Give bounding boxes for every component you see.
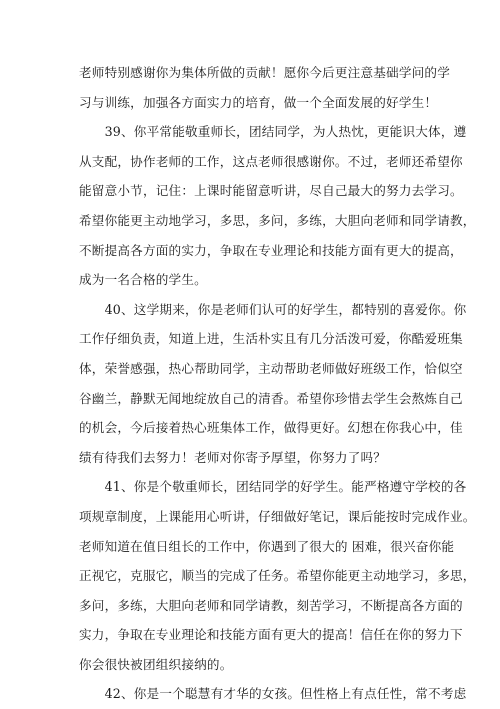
text-line: 绩有待我们去努力！老师对你寄予厚望，你努力了吗？: [79, 449, 387, 465]
text-line: 老师特别感谢你为集体所做的贡献！愿你今后更注意基础学问的学: [79, 65, 451, 80]
text-line: 工作仔细负责，知道上进，生活朴实且有几分活泼可爱，你酷爱班集: [79, 331, 463, 347]
paragraph: [79, 295, 467, 473]
text-line: 能留意小节，记住：上课时能留意听讲，尽自己最大的努力去学习。: [79, 183, 463, 199]
text-line: 不断提高各方面的实力，争取在专业理论和技能方面有更大的提高，: [79, 242, 463, 258]
text-line: 实力，争取在专业理论和技能方面有更大的提高！信任在你的努力下: [79, 627, 463, 643]
text-line: 习与训练，加强各方面实力的培育，做一个全面发展的好学生！: [79, 94, 438, 110]
paragraph: [79, 58, 451, 117]
text-line: 的机会，今后接着热心班集体工作，做得更好。幻想在你我心中，佳: [79, 420, 463, 436]
paragraph: [79, 117, 476, 295]
text-line: 39、你平常能敬重师长，团结同学，为人热忱，更能识大体，遵: [79, 124, 467, 140]
text-line: 42、你是一个聪慧有才华的女孩。但性格上有点任性，常不考虑: [79, 686, 467, 702]
text-line: 从支配，协作老师的工作，这点老师很感谢你。不过，老师还希望你: [79, 153, 463, 169]
text-line: 正视它，克服它，顺当的完成了任务。希望你能更主动地学习，多思，: [79, 568, 476, 584]
text-line: 41、你是个敬重师长，团结同学的好学生。能严格遵守学校的各: [79, 479, 467, 495]
text-line: 多问，多练，大胆向老师和同学请教，刻苦学习，不断提高各方面的: [79, 597, 463, 613]
text-line: 谷幽兰，静默无闻地绽放自己的清香。希望你珍惜去学生会熬炼自己: [79, 390, 463, 406]
text-line: 希望你能更主动地学习，多思，多问，多练，大胆向老师和同学请教，: [79, 212, 476, 228]
paragraph: [79, 472, 476, 679]
document-body: [79, 58, 476, 709]
text-line: 项规章制度，上课能用心听讲，仔细做好笔记，课后能按时完成作业。: [79, 508, 476, 524]
text-line: 老师知道在值日组长的工作中，你遇到了很大的 困难，很兴奋你能: [79, 538, 455, 554]
text-line: 你会很快被团组织接纳的。: [79, 656, 233, 672]
text-line: 40、这学期来，你是老师们认可的好学生，都特别的喜爱你。你: [79, 301, 467, 317]
text-line: 成为一名合格的学生。: [79, 272, 207, 288]
text-line: 体，荣誉感强，热心帮助同学，主动帮助老师做好班级工作，恰似空: [79, 360, 463, 376]
paragraph: [79, 679, 467, 709]
